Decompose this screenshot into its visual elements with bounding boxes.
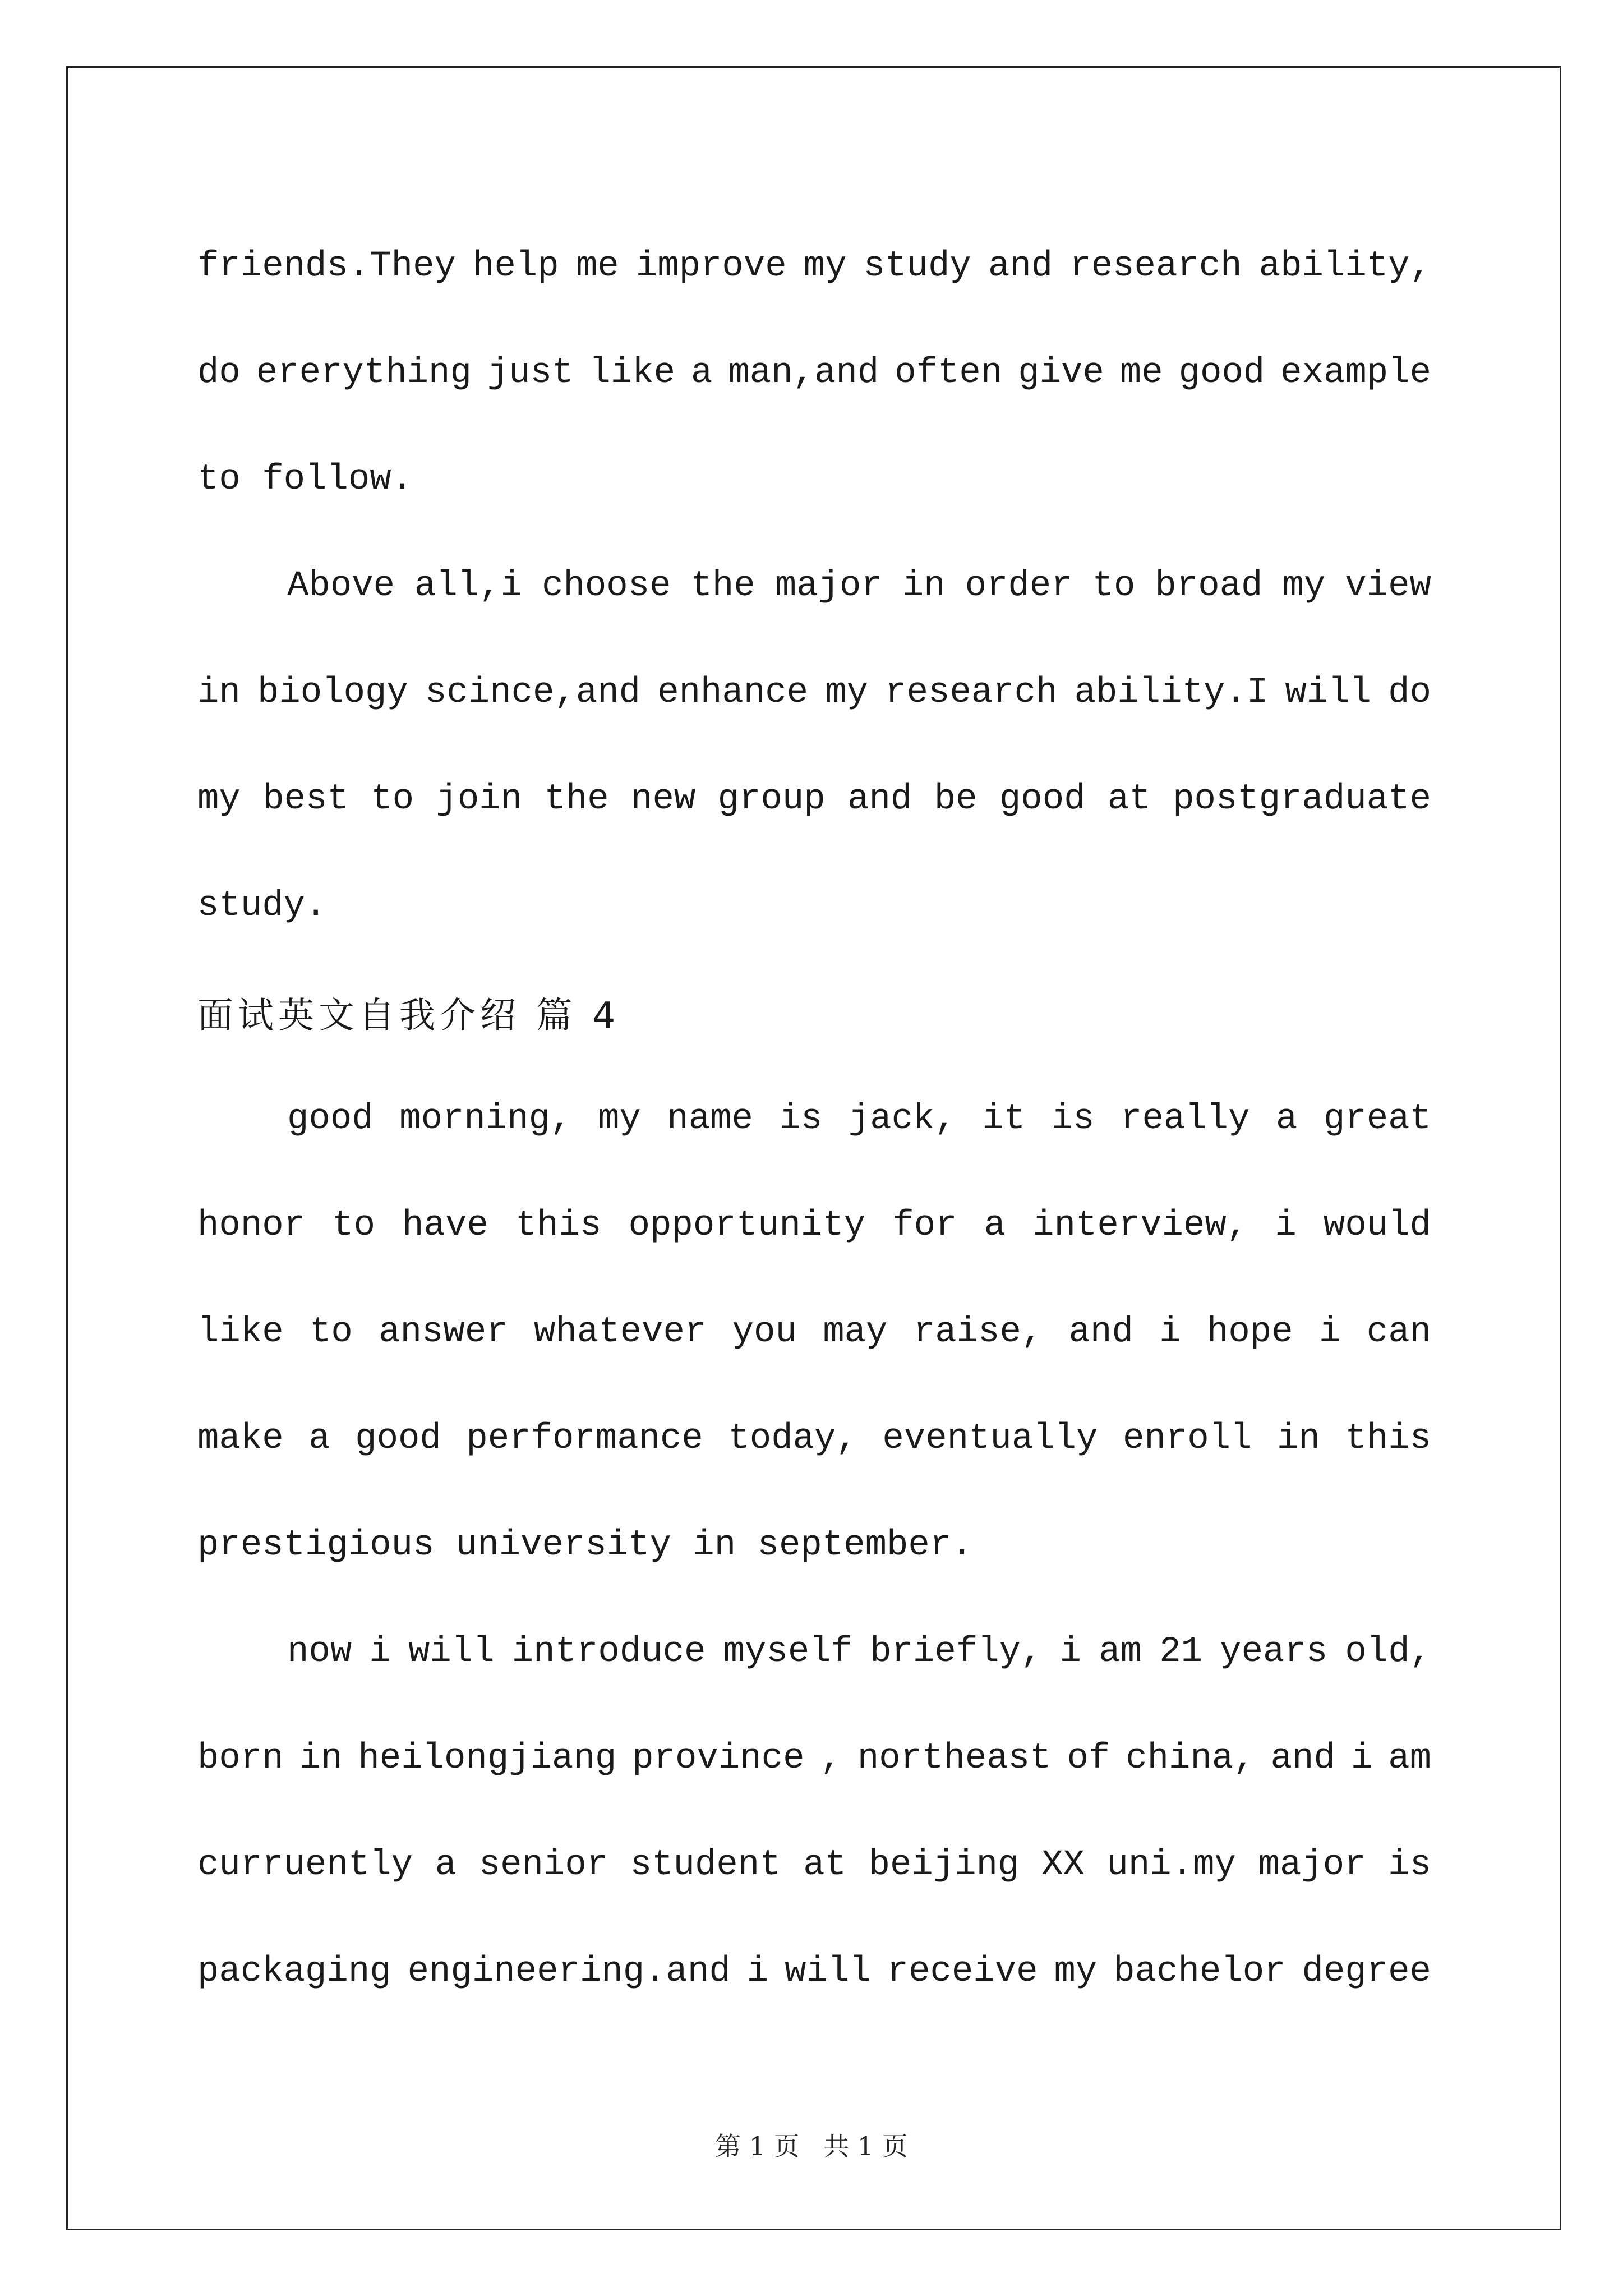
paragraph-block-1 [197,213,1431,959]
paragraph-block-2 [197,1066,1431,2025]
text-line: study. [197,886,327,926]
document-body [197,213,1431,2025]
text-line: do ererything just like a man,and often give me good example [197,353,1431,393]
text-line: friends.They help me improve my study and research ability, [197,246,1431,287]
heading-text: 面试英文自我介绍 篇 4 [197,995,620,1037]
text-line: now i will introduce myself briefly, i am 21 years old, [287,1632,1431,1672]
text-line: born in heilongjiang province , northeast of china, and i am [197,1738,1431,1779]
text-line: packaging engineering.and i will receive my bachelor degree [197,1952,1431,1992]
text-line: like to answer whatever you may raise, and i hope i can [197,1312,1431,1352]
text-line: Above all,i choose the major in order to broad my view [287,566,1431,606]
text-line: make a good performance today, eventually enroll in this [197,1419,1431,1459]
page-number: 第 1 页 [715,2131,800,2161]
text-line: my best to join the new group and be good at postgraduate [197,779,1431,820]
text-line: honor to have this opportunity for a interview, i would [197,1205,1431,1246]
text-line: in biology scince,and enhance my research ability.I will do [197,673,1431,713]
page-footer [0,2126,1623,2163]
text-line: prestigious university in september. [197,1525,973,1566]
page-total: 共 1 页 [823,2131,908,2161]
text-line: to follow. [197,459,413,500]
text-line: good morning, my name is jack, it is really a great [287,1099,1431,1139]
text-line: curruently a senior student at beijing XX uni.my major is [197,1845,1431,1885]
section-heading [197,959,1431,1066]
